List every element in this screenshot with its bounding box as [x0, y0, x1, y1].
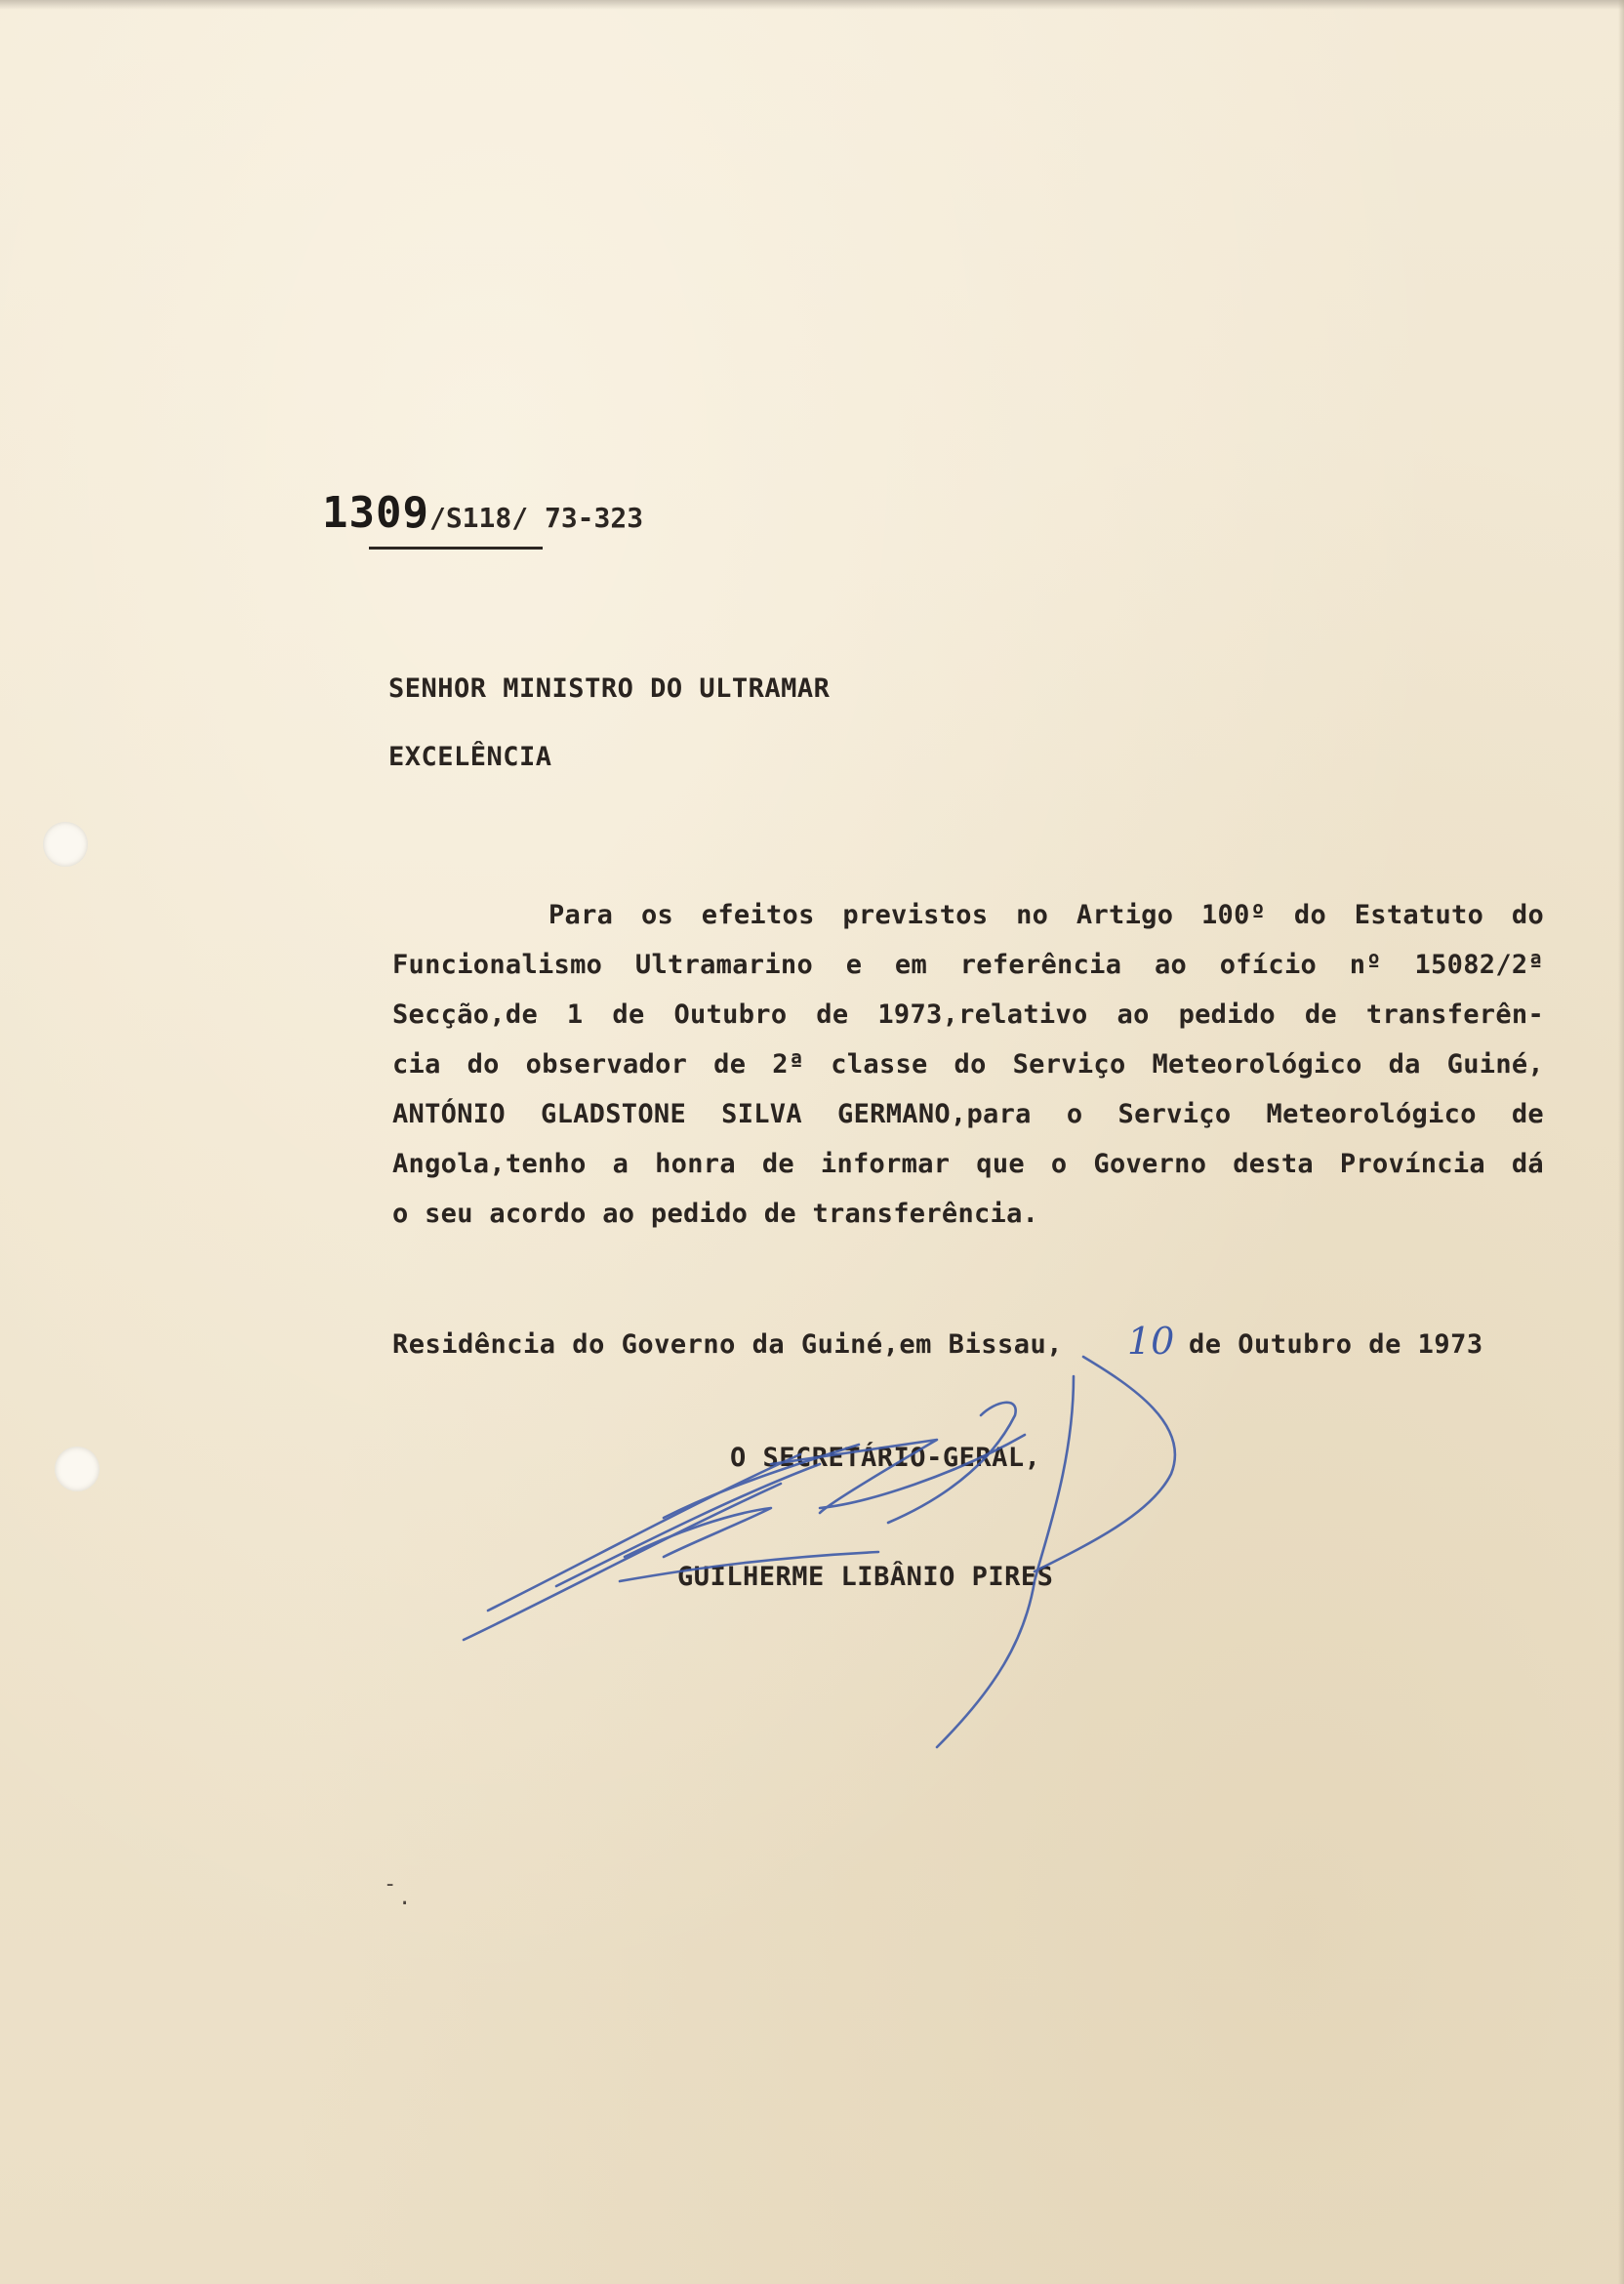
- date-line-suffix: de Outubro de 1973: [1189, 1329, 1483, 1360]
- body-line: o seu acordo ao pedido de transferência.: [392, 1199, 1039, 1229]
- body-line: ANTÓNIO GLADSTONE SILVA GERMANO,para o Serviço Meteorológico de: [392, 1099, 1544, 1129]
- reference-number-rest: /S118/ 73-323: [428, 502, 644, 534]
- signatory-title: O SECRETÁRIO-GERAL,: [730, 1443, 1041, 1473]
- reference-number-main: 1309: [322, 488, 429, 538]
- body-line: Secção,de 1 de Outubro de 1973,relativo ao pedido de transferên-: [392, 999, 1544, 1030]
- handwritten-signature: [449, 1347, 1230, 1757]
- page-top-shadow: [0, 0, 1624, 10]
- reference-underline: [369, 547, 543, 550]
- handwritten-day: 10: [1127, 1320, 1175, 1363]
- body-paragraph: [392, 900, 1544, 1248]
- page-right-edge: [1618, 0, 1624, 2284]
- punch-hole-bottom: [55, 1447, 100, 1491]
- body-line: Funcionalismo Ultramarino e em referência ao ofício nº 15082/2ª: [392, 950, 1544, 980]
- salutation: EXCELÊNCIA: [388, 742, 552, 772]
- addressee-line: SENHOR MINISTRO DO ULTRAMAR: [388, 673, 831, 704]
- body-line: cia do observador de 2ª classe do Serviço Meteorológico da Guiné,: [392, 1049, 1544, 1080]
- stray-mark: .: [398, 1886, 412, 1910]
- punch-hole-top: [43, 822, 88, 867]
- date-line-prefix: Residência do Governo da Guiné,em Bissau,: [392, 1329, 1063, 1360]
- body-line: Para os efeitos previstos no Artigo 100º do Estatuto do: [548, 900, 1544, 930]
- signatory-name: GUILHERME LIBÂNIO PIRES: [677, 1562, 1054, 1592]
- stray-mark: -: [384, 1872, 397, 1897]
- body-line: Angola,tenho a honra de informar que o Governo desta Província dá: [392, 1149, 1544, 1179]
- reference-number: [322, 488, 643, 538]
